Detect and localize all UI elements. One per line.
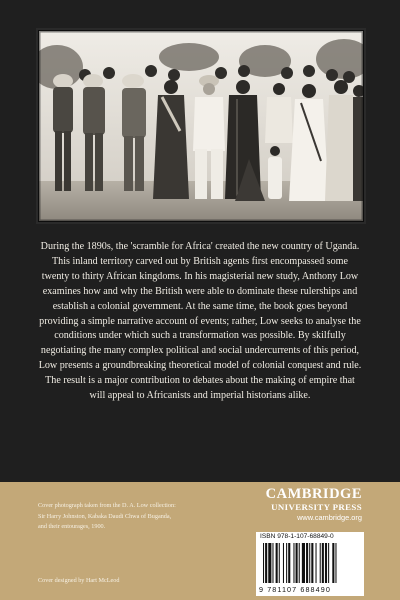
barcode-bar (320, 543, 321, 583)
publisher-logo (266, 487, 362, 523)
barcode-bar (316, 543, 317, 583)
credit-line: Sir Harry Johnston, Kabaka Daudi Chwa of Buganda, (38, 512, 172, 520)
credit-line: Cover photograph taken from the D. A. Low collection: (38, 502, 176, 509)
barcode-bar (306, 543, 308, 583)
publisher-name: CAMBRIDGE (265, 486, 362, 502)
barcode-bar (265, 543, 267, 583)
barcode-bar (311, 543, 313, 583)
barcode-bar (268, 543, 271, 583)
publisher-subtitle: UNIVERSITY PRESS (271, 502, 362, 512)
barcode-bar (322, 543, 324, 583)
barcode-bar (296, 543, 298, 583)
barcode-bar (299, 543, 300, 583)
barcode-bar (272, 543, 273, 583)
barcode-bar (279, 543, 280, 583)
credit-line: and their entourages, 1900. (38, 523, 106, 531)
barcode-bar (309, 543, 310, 583)
barcode-bar (263, 543, 264, 583)
barcode-bar (325, 543, 327, 583)
barcode-bar (288, 543, 290, 583)
barcode-bar (286, 543, 287, 583)
isbn-label: ISBN 978-1-107-68849-0 (260, 533, 334, 540)
barcode-graphic (263, 543, 359, 583)
barcode-bar (302, 543, 305, 583)
cover-photo-credit (38, 501, 228, 533)
barcode-bar (328, 543, 329, 583)
isbn-barcode (256, 532, 364, 596)
barcode-bar (293, 543, 294, 583)
barcode-bar (335, 543, 336, 583)
group-photo-illustration (39, 31, 363, 221)
barcode-bar (332, 543, 334, 583)
cover-design-credit: Cover designed by Hart McLeod (38, 577, 120, 584)
barcode-digits: 9 781107 688490 (259, 585, 331, 594)
cover-photograph (38, 30, 364, 222)
footer-band (0, 482, 400, 600)
barcode-bars (263, 543, 359, 583)
barcode-bar (276, 543, 278, 583)
barcode-bar (283, 543, 284, 583)
book-description: During the 1890s, the 'scramble for Africa' created the new country of Uganda. This inland territory carved out by British agents first encompassed some twenty to thirty African kingdoms. In his magisterial new study, Anthony Low examines how and why the British were able to dominate these rulerships and establish a colonial government. At the same time, the book goes beyond providing a simple narrative account of events; rather, Low seeks to analyse the conditions under which such a transformation was possible. By skilfully negotiating the many complex political and social undercurrents of this period, Low presents a groundbreaking theoretical model of colonial conquest and rule. The result is a major contribution to debates about the making of empire that will appeal to Africanists and imperial historians alike. (38, 241, 362, 402)
publisher-url: www.cambridge.org (297, 513, 362, 522)
